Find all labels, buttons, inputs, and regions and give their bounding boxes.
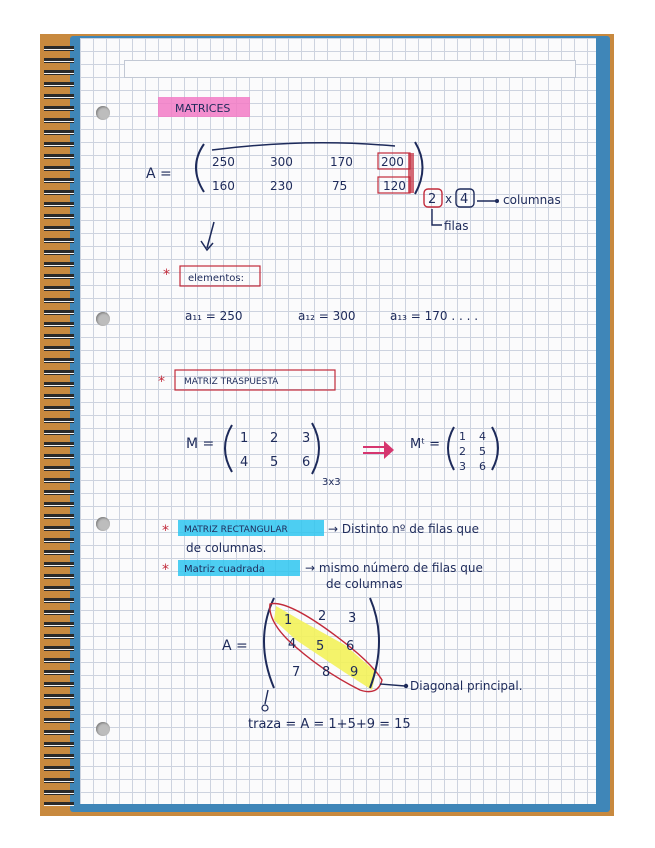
matrix-size: 3x3 (322, 477, 341, 488)
matrix-mt-cell: 2 (459, 445, 466, 458)
matrix-a-cell: 250 (212, 155, 235, 169)
matrix-a-cell: 230 (270, 179, 293, 193)
left-paren-icon (264, 598, 274, 688)
columns-label: columnas (503, 193, 561, 207)
diagonal-label: Diagonal principal. (410, 679, 523, 693)
element-item: a₁₂ = 300 (298, 309, 356, 323)
right-paren-icon (492, 427, 498, 470)
matrix-mt-cell: 5 (479, 445, 486, 458)
element-item: a₁₃ = 170 . . . . (390, 309, 479, 323)
matrix-m-cell: 5 (270, 455, 279, 470)
matrix-mt-cell: 4 (479, 430, 486, 443)
matrix-m-label: M = (186, 436, 215, 452)
left-paren-icon (448, 427, 454, 470)
cuadrada-label: Matriz cuadrada (184, 564, 266, 575)
traza-text: traza = A = 1+5+9 = 15 (248, 717, 411, 732)
matrix-a2-cell: 7 (292, 665, 301, 680)
left-paren-icon (225, 425, 232, 472)
star-bullet-icon: * (163, 267, 170, 283)
rectangular-label: MATRIZ RECTANGULAR (184, 525, 288, 535)
matrix-m-cell: 6 (302, 455, 311, 470)
cuadrada-text: → mismo número de filas que (305, 561, 483, 575)
matrix-a-cell: 75 (332, 179, 348, 193)
matrix-a2-cell: 2 (318, 609, 327, 624)
dims-rows: 2 (428, 192, 437, 207)
arrow-icon (432, 209, 442, 225)
matrix-a-cell: 160 (212, 179, 235, 193)
matrix-a-label: A = (146, 166, 172, 182)
notes-title: MATRICES (175, 102, 231, 115)
matrix-a2-cell: 6 (346, 639, 355, 654)
arrow-icon (404, 684, 408, 688)
matrix-a2-cell: 1 (284, 613, 293, 628)
matrix-a2-cell: 3 (348, 611, 357, 626)
matrix-mt-cell: 1 (459, 430, 466, 443)
matrix-a-cell: 170 (330, 155, 353, 169)
matrix-a-cell: 300 (270, 155, 293, 169)
element-item: a₁₁ = 250 (185, 309, 243, 323)
left-paren-icon (196, 144, 204, 192)
matrix-m-cell: 1 (240, 431, 249, 446)
star-bullet-icon: * (158, 374, 165, 390)
matrix-a2-label: A = (222, 638, 248, 654)
matrix-a2-cell: 5 (316, 639, 325, 654)
star-bullet-icon: * (162, 562, 169, 578)
rectangular-text: → Distinto nº de filas que (328, 522, 480, 536)
matrix-a2-cell: 4 (288, 637, 297, 652)
dims-cols: 4 (460, 192, 469, 207)
matrix-mt-cell: 3 (459, 460, 466, 473)
matrix-a-cell: 120 (383, 179, 406, 193)
matrix-mt-label: Mᵗ = (410, 437, 441, 452)
matrix-a2-cell: 8 (322, 665, 331, 680)
matrix-a-cell: 200 (381, 155, 404, 169)
rectangular-text: de columnas. (186, 541, 267, 555)
star-bullet-icon: * (162, 523, 169, 539)
matrix-m-cell: 2 (270, 431, 279, 446)
dims-x: x (445, 192, 453, 206)
matrix-m-cell: 4 (240, 455, 249, 470)
down-arrow-icon (265, 690, 268, 704)
traspuesta-label: MATRIZ TRASPUESTA (184, 377, 279, 387)
matrix-mt-cell: 6 (479, 460, 486, 473)
right-paren-icon (312, 423, 319, 474)
brace-icon (212, 143, 395, 150)
elementos-label: elementos: (188, 273, 244, 284)
cuadrada-text: de columnas (326, 577, 403, 591)
right-paren-icon (415, 142, 423, 194)
arrow-icon (495, 199, 499, 203)
matrix-m-cell: 3 (302, 431, 311, 446)
rows-label: filas (444, 219, 469, 233)
double-arrow-icon (384, 441, 394, 459)
matrix-a2-cell: 9 (350, 665, 359, 680)
